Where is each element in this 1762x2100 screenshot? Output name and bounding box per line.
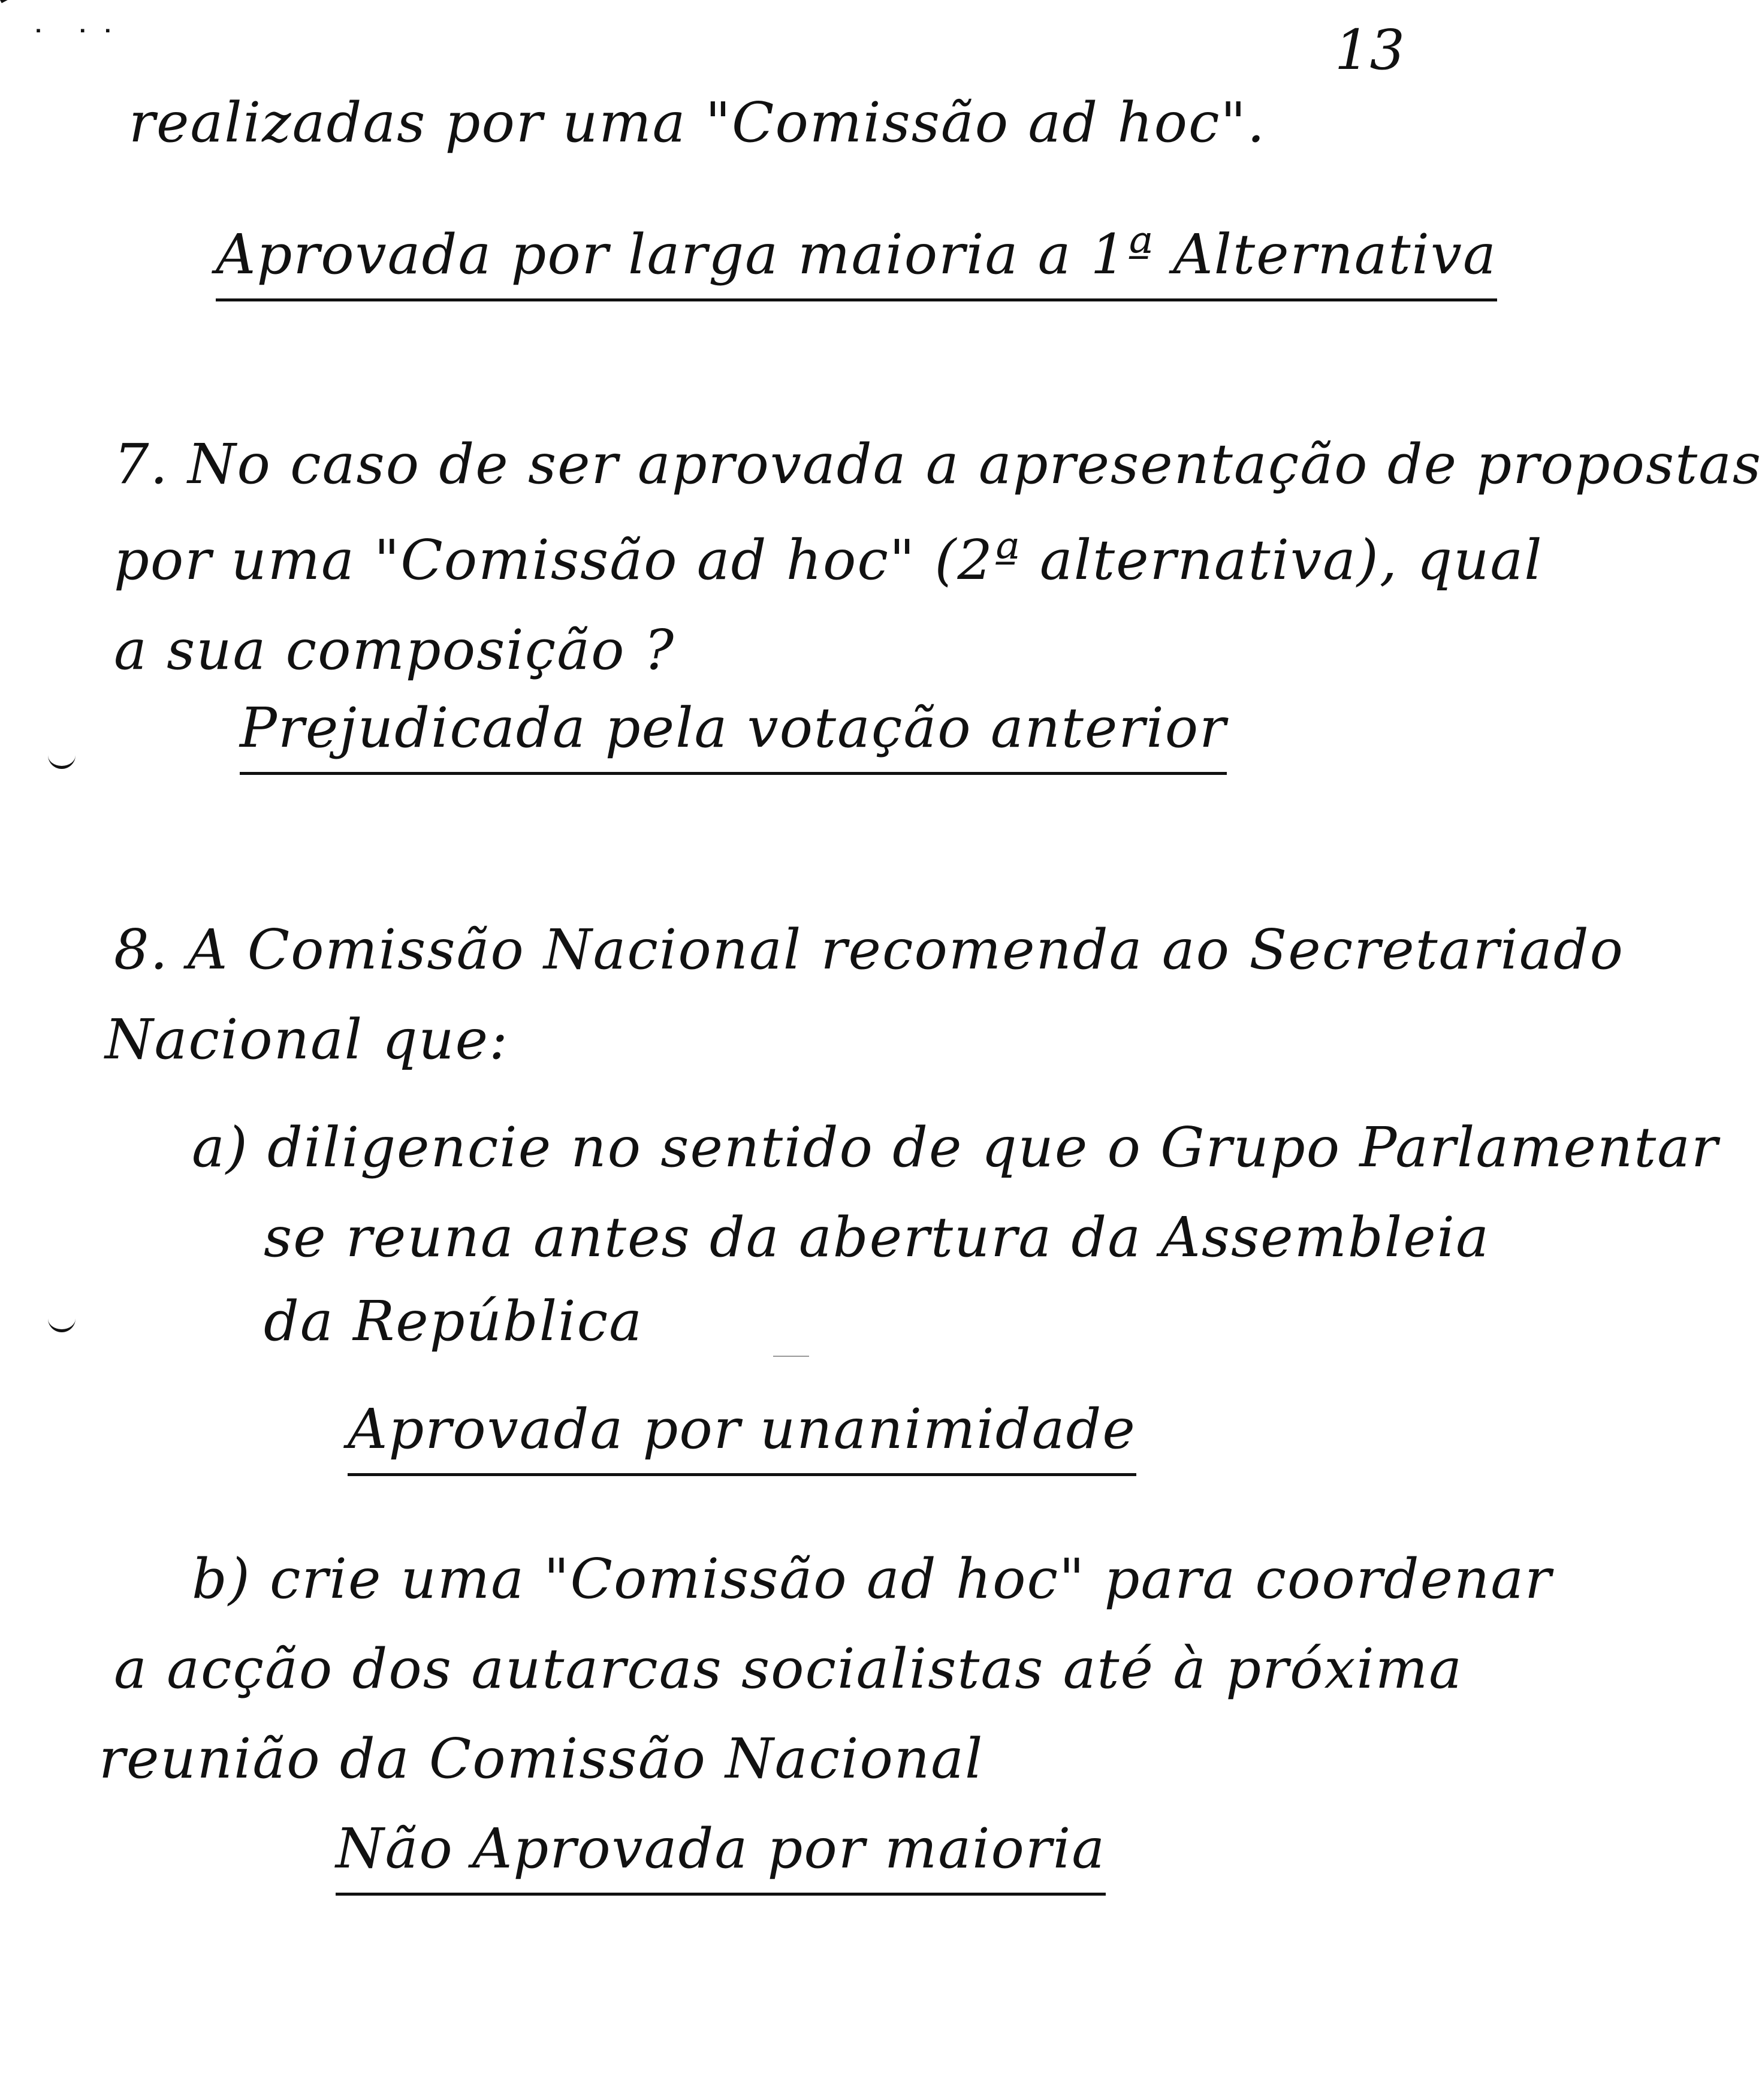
item-7-line-2: por uma "Comissão ad hoc" (2ª alternativa), qual	[114, 528, 1543, 592]
item-7-line-1: 7. No caso de ser aprovada a apresentação de propostas	[114, 432, 1762, 496]
resolution-not-approved: Não Aprovada por maioria	[336, 1816, 1106, 1896]
item-7-line-3: a sua composição ?	[114, 618, 675, 682]
item-8b-line-2: a acção dos autarcas socialistas até à próxima	[114, 1637, 1463, 1701]
resolution-prejudiced: Prejudicada pela votação anterior	[240, 695, 1227, 775]
item-8b-line-1: b) crie uma "Comissão ad hoc" para coordenar	[192, 1547, 1553, 1611]
item-8-line-2: Nacional que:	[105, 1007, 509, 1072]
margin-tick-2	[48, 1317, 76, 1332]
corner-pen-stroke	[0, 0, 23, 3]
text-line-1: realizadas por uma "Comissão ad hoc".	[129, 90, 1266, 155]
faint-mark	[773, 1356, 809, 1357]
item-8b-line-3: reunião da Comissão Nacional	[99, 1727, 984, 1791]
page-number: 13	[1334, 18, 1405, 82]
item-8a-line-3: da República	[264, 1289, 643, 1353]
margin-tick-1	[48, 754, 76, 769]
corner-dots: ˙ ˙˙	[30, 24, 125, 63]
resolution-approved-first-alternative: Aprovada por larga maioria a 1ª Alternativa	[216, 222, 1497, 301]
resolution-approved-unanimity: Aprovada por unanimidade	[348, 1396, 1136, 1476]
item-8a-line-2: se reuna antes da abertura da Assembleia	[264, 1205, 1490, 1269]
item-8-line-1: 8. A Comissão Nacional recomenda ao Secretariado	[114, 918, 1625, 982]
item-8a-line-1: a) diligencie no sentido de que o Grupo Parlamentar	[192, 1115, 1719, 1179]
